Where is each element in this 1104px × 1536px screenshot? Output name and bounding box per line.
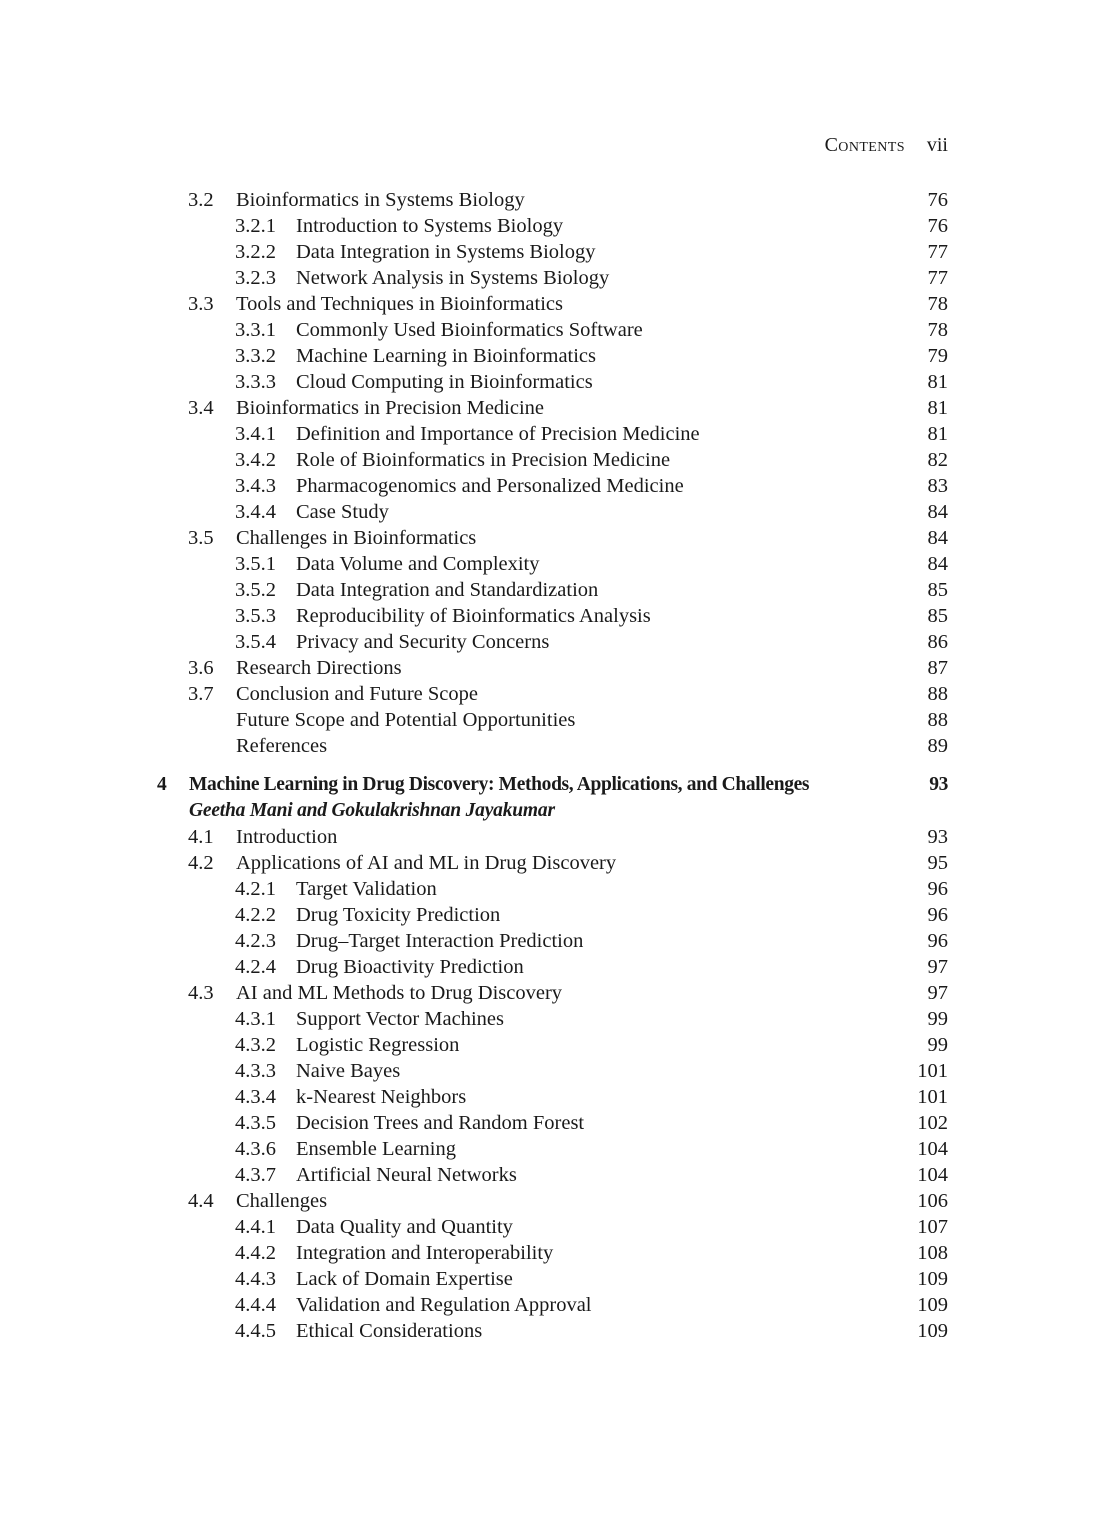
toc-entry-title: Introduction to Systems Biology: [296, 215, 564, 237]
toc-entry-number: 3.5.1: [235, 553, 276, 575]
toc-entry-number: 4.4.1: [235, 1216, 276, 1238]
toc-subsection-row: [0, 954, 1104, 980]
toc-entry-page-number: 109: [917, 1294, 948, 1316]
toc-entry-title: Validation and Regulation Approval: [296, 1294, 592, 1316]
toc-subsection-row: [0, 473, 1104, 499]
toc-entry-title: Machine Learning in Bioinformatics: [296, 345, 597, 367]
toc-subsection-row: [0, 902, 1104, 928]
toc-entry-page-number: 101: [917, 1060, 948, 1082]
toc-subsection-row: [0, 499, 1104, 525]
toc-entry-title: Challenges in Bioinformatics: [236, 527, 477, 549]
toc-entry-page-number: 87: [927, 657, 948, 679]
toc-entry-title: Future Scope and Potential Opportunities: [236, 709, 576, 731]
toc-entry-number: 4.4.5: [235, 1320, 276, 1342]
toc-entry-page-number: 76: [927, 189, 948, 211]
toc-entry-title: Ensemble Learning: [296, 1138, 456, 1160]
toc-entry-number: 3.4.3: [235, 475, 276, 497]
toc-entry-number: 3.3.3: [235, 371, 276, 393]
toc-subsection-row: [0, 1136, 1104, 1162]
toc-entry-number: 4.2.4: [235, 956, 276, 978]
toc-entry-page-number: 99: [927, 1008, 948, 1030]
toc-entry-page-number: 81: [927, 371, 948, 393]
toc-subsection-row: [0, 551, 1104, 577]
toc-entry-number: 4.2.2: [235, 904, 276, 926]
toc-entry-title: Challenges: [236, 1190, 328, 1212]
toc-entry-title: Drug–Target Interaction Prediction: [296, 930, 584, 952]
toc-entry-title: Research Directions: [236, 657, 402, 679]
toc-entry-page-number: 77: [927, 267, 948, 289]
toc-subsection-row: [0, 1266, 1104, 1292]
toc-entry-title: Commonly Used Bioinformatics Software: [296, 319, 643, 341]
toc-entry-number: 4.3.1: [235, 1008, 276, 1030]
toc-entry-number: 4.1: [188, 826, 214, 848]
toc-subsection-row: [0, 1058, 1104, 1084]
toc-entry-page-number: 88: [927, 683, 948, 705]
toc-entry-title: Applications of AI and ML in Drug Discovery: [236, 852, 617, 874]
toc-subsection-row: [0, 1318, 1104, 1344]
toc-entry-title: Tools and Techniques in Bioinformatics: [236, 293, 563, 315]
toc-entry-title: Case Study: [296, 501, 389, 523]
toc-entry-number: 3.5: [188, 527, 214, 549]
toc-subsection-row: [0, 369, 1104, 395]
toc-entry-title: Integration and Interoperability: [296, 1242, 554, 1264]
toc-entry-title: Conclusion and Future Scope: [236, 683, 478, 705]
running-head-page-number: vii: [926, 134, 948, 156]
toc-entry-number: 3.5.2: [235, 579, 276, 601]
toc-unnumbered-row: [0, 707, 1104, 733]
table-of-contents: [0, 187, 1104, 1344]
toc-section-row: [0, 655, 1104, 681]
toc-entry-title: Privacy and Security Concerns: [296, 631, 550, 653]
toc-subsection-row: [0, 265, 1104, 291]
toc-entry-page-number: 95: [927, 852, 948, 874]
toc-section-row: [0, 395, 1104, 421]
toc-entry-number: 4.3.6: [235, 1138, 276, 1160]
toc-entry-number: 4.4.3: [235, 1268, 276, 1290]
toc-entry-page-number: 84: [927, 553, 948, 575]
toc-entry-page-number: 106: [917, 1190, 948, 1212]
toc-entry-page-number: 85: [927, 579, 948, 601]
toc-entry-number: 3.4.2: [235, 449, 276, 471]
toc-section-row: [0, 291, 1104, 317]
toc-subsection-row: [0, 629, 1104, 655]
toc-entry-number: 3.2.3: [235, 267, 276, 289]
toc-entry-number: 3.5.3: [235, 605, 276, 627]
toc-entry-title: Support Vector Machines: [296, 1008, 505, 1030]
toc-entry-number: 4.3.2: [235, 1034, 276, 1056]
toc-entry-page-number: 102: [917, 1112, 948, 1134]
toc-subsection-row: [0, 1084, 1104, 1110]
toc-section-row: [0, 824, 1104, 850]
toc-subsection-row: [0, 603, 1104, 629]
toc-entry-page-number: 85: [927, 605, 948, 627]
toc-entry-page-number: 107: [917, 1216, 948, 1238]
toc-entry-title: Artificial Neural Networks: [296, 1164, 517, 1186]
toc-entry-page-number: 104: [917, 1164, 948, 1186]
toc-entry-title: References: [236, 735, 328, 757]
toc-entry-number: 4.2.1: [235, 878, 276, 900]
toc-entry-title: Drug Bioactivity Prediction: [296, 956, 524, 978]
toc-subsection-row: [0, 317, 1104, 343]
toc-entry-number: 3.4.4: [235, 501, 276, 523]
toc-entry-title: Lack of Domain Expertise: [296, 1268, 513, 1290]
toc-entry-number: 4: [157, 774, 167, 795]
toc-entry-page-number: 109: [917, 1268, 948, 1290]
toc-entry-title: Decision Trees and Random Forest: [296, 1112, 585, 1134]
toc-entry-title: k-Nearest Neighbors: [296, 1086, 467, 1108]
toc-entry-title: Drug Toxicity Prediction: [296, 904, 501, 926]
toc-section-row: [0, 525, 1104, 551]
toc-entry-title: Data Integration in Systems Biology: [296, 241, 596, 263]
running-head: [825, 134, 948, 157]
toc-entry-page-number: 78: [927, 319, 948, 341]
toc-entry-page-number: 96: [927, 878, 948, 900]
toc-subsection-row: [0, 421, 1104, 447]
toc-entry-title: Reproducibility of Bioinformatics Analysis: [296, 605, 651, 627]
toc-entry-title: Cloud Computing in Bioinformatics: [296, 371, 593, 393]
toc-entry-page-number: 96: [927, 930, 948, 952]
chapter-authors: Geetha Mani and Gokulakrishnan Jayakumar: [189, 800, 555, 821]
toc-entry-page-number: 78: [927, 293, 948, 315]
toc-entry-page-number: 79: [927, 345, 948, 367]
toc-subsection-row: [0, 1110, 1104, 1136]
toc-entry-number: 3.4.1: [235, 423, 276, 445]
toc-entry-page-number: 89: [927, 735, 948, 757]
toc-entry-number: 3.6: [188, 657, 214, 679]
toc-subsection-row: [0, 1006, 1104, 1032]
toc-entry-page-number: 99: [927, 1034, 948, 1056]
toc-entry-title: Machine Learning in Drug Discovery: Methods, Applications, and Challenges: [189, 774, 810, 795]
toc-subsection-row: [0, 577, 1104, 603]
toc-entry-title: Data Integration and Standardization: [296, 579, 599, 601]
toc-entry-number: 4.4: [188, 1190, 214, 1212]
toc-entry-title: Network Analysis in Systems Biology: [296, 267, 610, 289]
toc-entry-number: 4.4.2: [235, 1242, 276, 1264]
toc-entry-page-number: 86: [927, 631, 948, 653]
toc-entry-title: Ethical Considerations: [296, 1320, 483, 1342]
toc-entry-number: 3.7: [188, 683, 214, 705]
toc-entry-number: 3.2: [188, 189, 214, 211]
toc-section-row: [0, 1188, 1104, 1214]
toc-subsection-row: [0, 1240, 1104, 1266]
toc-entry-title: Data Quality and Quantity: [296, 1216, 513, 1238]
toc-subsection-row: [0, 1162, 1104, 1188]
toc-entry-page-number: 81: [927, 423, 948, 445]
toc-entry-page-number: 76: [927, 215, 948, 237]
toc-entry-number: 4.4.4: [235, 1294, 276, 1316]
toc-subsection-row: [0, 239, 1104, 265]
toc-section-row: [0, 980, 1104, 1006]
toc-section-row: [0, 850, 1104, 876]
toc-entry-number: 3.3.1: [235, 319, 276, 341]
toc-entry-title: Pharmacogenomics and Personalized Medicine: [296, 475, 684, 497]
toc-unnumbered-row: [0, 733, 1104, 759]
toc-entry-page-number: 93: [927, 826, 948, 848]
toc-entry-number: 3.3.2: [235, 345, 276, 367]
toc-entry-number: 3.2.2: [235, 241, 276, 263]
toc-entry-number: 4.3: [188, 982, 214, 1004]
toc-entry-title: Role of Bioinformatics in Precision Medicine: [296, 449, 671, 471]
toc-entry-title: Definition and Importance of Precision Medicine: [296, 423, 700, 445]
toc-entry-title: AI and ML Methods to Drug Discovery: [236, 982, 563, 1004]
toc-entry-page-number: 83: [927, 475, 948, 497]
toc-subsection-row: [0, 1292, 1104, 1318]
toc-subsection-row: [0, 1214, 1104, 1240]
toc-entry-number: 4.3.5: [235, 1112, 276, 1134]
toc-entry-number: 4.3.7: [235, 1164, 276, 1186]
toc-entry-page-number: 93: [929, 774, 948, 795]
toc-entry-number: 3.5.4: [235, 631, 276, 653]
running-head-title: Contents: [824, 134, 905, 156]
toc-entry-number: 3.4: [188, 397, 214, 419]
toc-chapter-row: [0, 772, 1104, 798]
toc-entry-number: 4.2.3: [235, 930, 276, 952]
toc-entry-title: Target Validation: [296, 878, 437, 900]
toc-entry-title: Data Volume and Complexity: [296, 553, 540, 575]
toc-entry-page-number: 88: [927, 709, 948, 731]
toc-entry-page-number: 97: [927, 956, 948, 978]
toc-entry-page-number: 101: [917, 1086, 948, 1108]
toc-entry-page-number: 84: [927, 527, 948, 549]
toc-entry-number: 3.3: [188, 293, 214, 315]
toc-subsection-row: [0, 447, 1104, 473]
toc-entry-page-number: 109: [917, 1320, 948, 1342]
toc-entry-page-number: 96: [927, 904, 948, 926]
toc-entry-number: 3.2.1: [235, 215, 276, 237]
toc-entry-page-number: 77: [927, 241, 948, 263]
toc-entry-page-number: 97: [927, 982, 948, 1004]
toc-authors-row: [0, 798, 1104, 824]
toc-subsection-row: [0, 343, 1104, 369]
toc-entry-page-number: 81: [927, 397, 948, 419]
toc-entry-page-number: 104: [917, 1138, 948, 1160]
toc-entry-page-number: 108: [917, 1242, 948, 1264]
toc-entry-title: Bioinformatics in Precision Medicine: [236, 397, 545, 419]
toc-subsection-row: [0, 876, 1104, 902]
toc-entry-number: 4.3.3: [235, 1060, 276, 1082]
toc-entry-page-number: 84: [927, 501, 948, 523]
toc-section-row: [0, 681, 1104, 707]
toc-section-row: [0, 187, 1104, 213]
toc-entry-title: Bioinformatics in Systems Biology: [236, 189, 525, 211]
toc-subsection-row: [0, 1032, 1104, 1058]
toc-entry-number: 4.2: [188, 852, 214, 874]
toc-entry-title: Logistic Regression: [296, 1034, 460, 1056]
toc-entry-page-number: 82: [927, 449, 948, 471]
toc-entry-title: Introduction: [236, 826, 338, 848]
toc-entry-title: Naive Bayes: [296, 1060, 401, 1082]
toc-subsection-row: [0, 213, 1104, 239]
toc-subsection-row: [0, 928, 1104, 954]
toc-entry-number: 4.3.4: [235, 1086, 276, 1108]
